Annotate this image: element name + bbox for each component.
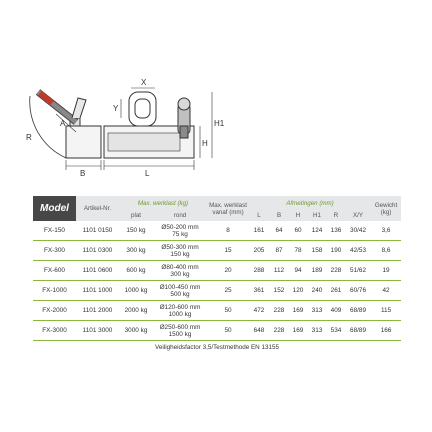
header-max-vanaf: Max. werklast vanaf (mm): [207, 196, 249, 221]
cell-vanaf: 25: [207, 281, 249, 301]
cell-vanaf: 8: [226, 227, 230, 234]
header-afmetingen: Afmetingen (mm): [249, 196, 371, 210]
header-dim-r: R: [327, 210, 345, 221]
side-view-handle: [38, 92, 76, 122]
cell-xy: 68/89: [345, 301, 371, 321]
cell-r: 261: [327, 281, 345, 301]
header-rond: rond: [153, 210, 207, 221]
cell-r: 136: [330, 227, 342, 234]
header-dim-xy: X/Y: [345, 210, 371, 221]
cell-l: 361: [249, 281, 269, 301]
cell-rond-range: Ø100-450 mm: [159, 283, 201, 291]
cell-rond: [153, 321, 207, 341]
cell-plat: 2000 kg: [119, 301, 153, 321]
cell-h: 94: [289, 261, 307, 281]
cell-l: 161: [253, 227, 265, 234]
cell-r: 409: [327, 301, 345, 321]
cell-plat: 3000 kg: [119, 321, 153, 341]
technical-drawing: [0, 0, 432, 195]
cell-h: 169: [289, 301, 307, 321]
table-row: [33, 221, 401, 241]
cell-rond-load: 500 kg: [170, 290, 190, 298]
cell-r: 228: [327, 261, 345, 281]
cell-rond: [153, 301, 207, 321]
footnote: Veiligheidsfactor 3,5/Testmethode EN 13155: [33, 341, 401, 354]
cell-plat: 300 kg: [119, 241, 153, 261]
cell-h: 78: [289, 241, 307, 261]
label-r: R: [26, 133, 32, 142]
table-row: [33, 241, 401, 261]
label-h1: H1: [214, 119, 225, 128]
cell-rond-range: Ø80-400 mm: [161, 263, 199, 271]
cell-vanaf: 15: [207, 241, 249, 261]
header-dim-h: H: [289, 210, 307, 221]
cell-l: 205: [249, 241, 269, 261]
cell-model: FX-150: [44, 227, 65, 234]
cell-xy: 30/42: [350, 227, 367, 234]
spec-table: [33, 196, 401, 353]
cell-h1: 313: [307, 321, 327, 341]
cell-gewicht: 166: [371, 321, 401, 341]
cell-rond-range: Ø120-600 mm: [159, 303, 201, 311]
header-model: Model: [33, 196, 76, 221]
cell-artikel: 1101 3000: [76, 321, 119, 341]
cell-l: 472: [249, 301, 269, 321]
cell-xy: 51/62: [345, 261, 371, 281]
cell-rond-range: Ø50-200 mm: [161, 223, 199, 231]
cell-model: FX-600: [33, 261, 76, 281]
cell-plat: 600 kg: [119, 261, 153, 281]
cell-h: 60: [294, 227, 302, 234]
header-plat: plat: [119, 210, 153, 221]
cell-gewicht: 8,6: [371, 241, 401, 261]
cell-rond: [153, 281, 207, 301]
front-view-handle: [178, 98, 190, 138]
cell-model: FX-3000: [33, 321, 76, 341]
header-gewicht: Gewicht (kg): [371, 196, 401, 221]
cell-l: 648: [249, 321, 269, 341]
label-x: X: [141, 78, 147, 87]
table-row: [33, 281, 401, 301]
cell-model: FX-300: [33, 241, 76, 261]
cell-l: 288: [249, 261, 269, 281]
cell-vanaf: 50: [207, 301, 249, 321]
cell-b: 152: [269, 281, 289, 301]
side-view-block: [66, 126, 101, 158]
cell-b: 112: [269, 261, 289, 281]
cell-rond-load: 150 kg: [170, 250, 190, 258]
cell-rond: [153, 261, 207, 281]
cell-b: 228: [269, 301, 289, 321]
cell-artikel: 1101 0150: [82, 227, 113, 234]
cell-gewicht: 19: [371, 261, 401, 281]
cell-h1: 189: [307, 261, 327, 281]
cell-xy: 42/53: [345, 241, 371, 261]
cell-plat: 1000 kg: [119, 281, 153, 301]
cell-xy: 68/89: [345, 321, 371, 341]
table-row: [33, 261, 401, 281]
cell-h1: 124: [311, 227, 323, 234]
cell-plat: 150 kg: [126, 227, 146, 234]
cell-h1: 158: [307, 241, 327, 261]
cell-b: 64: [275, 227, 283, 234]
cell-model: FX-1000: [33, 281, 76, 301]
label-b: B: [80, 169, 86, 178]
cell-r: 190: [327, 241, 345, 261]
cell-h1: 240: [307, 281, 327, 301]
header-dim-b: B: [269, 210, 289, 221]
cell-rond-load: 1500 kg: [168, 330, 192, 338]
cell-gewicht: 115: [371, 301, 401, 321]
cell-rond-range: Ø250-600 mm: [159, 323, 201, 331]
cell-vanaf: 50: [207, 321, 249, 341]
cell-gewicht: 42: [371, 281, 401, 301]
cell-rond: [153, 221, 207, 241]
header-artikel: Artikel-Nr.: [76, 196, 119, 221]
cell-b: 228: [269, 321, 289, 341]
cell-artikel: 1101 2000: [76, 301, 119, 321]
header-dim-h1: H1: [307, 210, 327, 221]
table-row: [33, 321, 401, 341]
table-row: [33, 301, 401, 321]
cell-artikel: 1101 0600: [76, 261, 119, 281]
header-max-werklast: Max. werklast (kg): [119, 196, 207, 210]
cell-rond-range: Ø50-300 mm: [161, 243, 199, 251]
label-a: A: [60, 119, 66, 128]
cell-rond-load: 75 kg: [172, 230, 188, 238]
cell-h1: 313: [307, 301, 327, 321]
cell-rond-load: 300 kg: [170, 270, 190, 278]
label-h: H: [202, 139, 208, 148]
cell-r: 534: [327, 321, 345, 341]
cell-model: FX-2000: [33, 301, 76, 321]
cell-artikel: 1101 1000: [76, 281, 119, 301]
cell-rond: [153, 241, 207, 261]
cell-h: 120: [289, 281, 307, 301]
cell-rond-load: 1000 kg: [168, 310, 192, 318]
cell-vanaf: 20: [207, 261, 249, 281]
cell-gewicht: 3,6: [381, 227, 391, 234]
cell-b: 87: [269, 241, 289, 261]
label-l: L: [145, 169, 150, 178]
cell-xy: 60/76: [345, 281, 371, 301]
label-y: Y: [113, 104, 119, 113]
cell-h: 169: [289, 321, 307, 341]
header-dim-l: L: [249, 210, 269, 221]
cell-artikel: 1101 0300: [76, 241, 119, 261]
